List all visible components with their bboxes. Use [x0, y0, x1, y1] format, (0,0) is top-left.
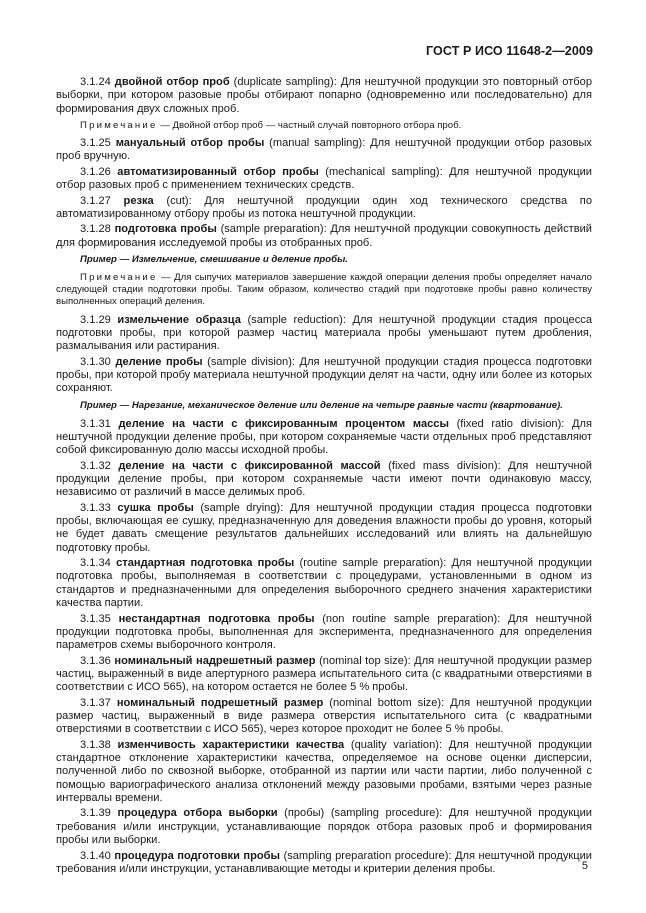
definition-3-1-24	[56, 76, 592, 116]
definition-text: (sample division): Для нештучной продукции стадия процесса подготовки пробы, при которой пробу материала нештучной продукции делят на части, одну или более из которых сохраняют.	[56, 355, 592, 395]
document-header: ГОСТ Р ИСО 11648-2—2009	[426, 44, 593, 58]
definition-text: (mechanical sampling): Для нештучной продукции отбор разовых проб с применением технических средств.	[56, 165, 592, 192]
definition-number: 3.1.33	[80, 501, 111, 514]
definition-term: процедура отбора выборки	[117, 807, 278, 820]
definition-3-1-38	[56, 739, 592, 805]
definition-3-1-37	[56, 697, 592, 737]
definition-term: резка	[123, 194, 154, 207]
definition-3-1-25	[56, 137, 592, 164]
definition-number: 3.1.34	[80, 557, 111, 570]
definition-text: (sampling preparation procedure): Для нештучной продукции требования и/или инструкции, устанавливающие методы и критерии деления пробы.	[56, 849, 592, 875]
definition-number: 3.1.25	[80, 137, 111, 150]
definition-text: (quality variation): Для нештучной продукции стандартное отклонение характеристики качества, определяемое на основе оценки дисперсии, полученной либо по сквозной выборке, отобранной из партии или части партии, либо полученной с помощью вариографического анализа отклонений между разовыми пробами, взятыми через разные интервалы времени.	[56, 738, 592, 804]
definition-3-1-32	[56, 460, 592, 500]
definition-3-1-39	[56, 807, 592, 847]
definition-text: (duplicate sampling): Для нештучной продукции это повторный отбор выборки, при котором разовые пробы отбирают попарно (одновременно или последовательно) для формирования двух сложных проб.	[56, 76, 593, 115]
definition-term: сушка пробы	[117, 501, 194, 514]
definition-text: (sample preparation): Для нештучной продукции совокупность действий для формирования исследуемой пробы из отобранных проб.	[56, 223, 592, 249]
definition-number: 3.1.27	[80, 194, 111, 207]
definition-3-1-33	[56, 502, 592, 555]
definition-text: (cut): Для нештучной продукции один ход технического средства по автоматизированному отбору пробы из потока нештучной продукции.	[56, 194, 592, 220]
definition-3-1-26	[56, 166, 592, 193]
definition-3-1-28	[56, 223, 592, 250]
definition-number: 3.1.24	[80, 76, 111, 88]
note-text: — Для сыпучих материалов завершение каждой операции деления пробы определяет начало следующей стадии подготовки пробы. Таким образом, количество стадий при подготовке пробы равно количеству выполненных операций деления.	[56, 272, 592, 308]
definition-3-1-34	[56, 557, 592, 610]
note-label: Примечание	[80, 119, 158, 131]
definition-number: 3.1.37	[80, 696, 111, 709]
definition-3-1-29	[56, 314, 592, 354]
note	[56, 120, 592, 132]
definition-term: автоматизированный отбор пробы	[117, 165, 319, 178]
definition-3-1-31	[56, 418, 592, 458]
definition-term: номинальный подрешетный размер	[116, 696, 324, 709]
definition-text: (sample reduction): Для нештучной продукции стадия процесса подготовки пробы, при которой размер частиц материала пробы уменьшают путем дробления, размалывания или растирания.	[56, 313, 592, 353]
note-text: — Двойной отбор проб — частный случай повторного отбора проб.	[157, 119, 462, 131]
definition-3-1-40	[56, 850, 592, 877]
definition-3-1-27	[56, 195, 592, 222]
definition-number: 3.1.29	[80, 313, 111, 326]
note-label: Примечание	[80, 272, 158, 284]
definition-number: 3.1.26	[80, 165, 111, 178]
definition-number: 3.1.32	[80, 459, 111, 472]
definition-number: 3.1.40	[80, 849, 111, 862]
definition-term: стандартная подготовка пробы	[116, 557, 295, 570]
definition-text: (fixed ratio division): Для нештучной продукции деление пробы, при котором сохраняемые части отдельных проб представляют собой фиксированную долю массы исходной пробы.	[56, 417, 592, 457]
definition-number: 3.1.36	[80, 654, 111, 667]
definition-text: (non routine sample preparation): Для нештучной продукции подготовка пробы, выполненная для эксперимента, предназначенного для определения параметров схемы выборочного контроля.	[56, 612, 592, 652]
definition-text: (nominal top size): Для нештучной продукции размер частиц, выраженный в виде апертурного размера испытательного сита (с квадратными отверстиями в соответствии с ИСО 565), на котором остается не более 5 % пробы.	[56, 654, 592, 694]
definition-number: 3.1.39	[80, 807, 111, 820]
definition-term: двойной отбор проб	[114, 76, 230, 88]
example: Пример — Нарезание, механическое деление или деление на четыре равные части (квартование).	[80, 399, 563, 411]
example: Пример — Измельчение, смешивание и деление пробы.	[80, 254, 348, 266]
definition-text: (manual sampling): Для нештучной продукции отбор разовых проб вручную.	[56, 137, 592, 163]
document-body	[56, 76, 592, 878]
definition-text: (пробы) (sampling procedure): Для нештучной продукции требования и/или инструкции, устанавливающие порядок отбора разовых проб и формирования пробы или выборки.	[56, 807, 592, 847]
definition-term: деление на части с фиксированным процентом массы	[118, 417, 449, 430]
definition-number: 3.1.28	[80, 223, 111, 236]
definition-number: 3.1.30	[80, 355, 111, 368]
definition-number: 3.1.35	[80, 612, 111, 625]
definition-term: номинальный надрешетный размер	[114, 654, 316, 667]
definition-text: (fixed mass division): Для нештучной продукции деление пробы, при котором сохраняемые части имеют почти одинаковую массу, независимо от различий в массе делимых проб.	[56, 459, 592, 499]
definition-3-1-36	[56, 655, 592, 695]
definition-term: подготовка пробы	[114, 223, 217, 236]
page-number: 5	[581, 860, 588, 872]
definition-text: (sample drying): Для нештучной продукции стадия процесса подготовки пробы, включающая ее сушку, предназначенную для доведения влажности пробы до уровня, который не будет давать смещение результатов дальнейших исследований или влиять на дальнейшую подготовку пробы.	[56, 501, 592, 554]
definition-term: изменчивость характеристики качества	[117, 738, 345, 751]
note	[56, 272, 592, 309]
definition-number: 3.1.31	[80, 417, 111, 430]
definition-3-1-35	[56, 613, 592, 653]
definition-3-1-30	[56, 356, 592, 396]
definition-term: деление на части с фиксированной массой	[118, 459, 381, 472]
definition-text: (nominal bottom size): Для нештучной продукции размер частиц, выраженный в виде размера отверстия испытательного сита (с квадратными отверстиями в соответствии с ИСО 565), через которое проходит не более 5 % пробы.	[56, 696, 592, 736]
definition-term: мануальный отбор пробы	[115, 137, 265, 150]
definition-term: нестандартная подготовка пробы	[118, 612, 315, 625]
definition-term: процедура подготовки пробы	[114, 849, 280, 862]
definition-number: 3.1.38	[80, 738, 111, 751]
definition-term: деление пробы	[115, 355, 203, 368]
definition-term: измельчение образца	[117, 313, 241, 326]
definition-text: (routine sample preparation): Для нештучной продукции подготовка пробы, выполняемая в соответствии с процедурами, установленными в одном из стандартов и предназначенными для определения выборочного среднего значения характеристики качества партии.	[56, 557, 592, 610]
